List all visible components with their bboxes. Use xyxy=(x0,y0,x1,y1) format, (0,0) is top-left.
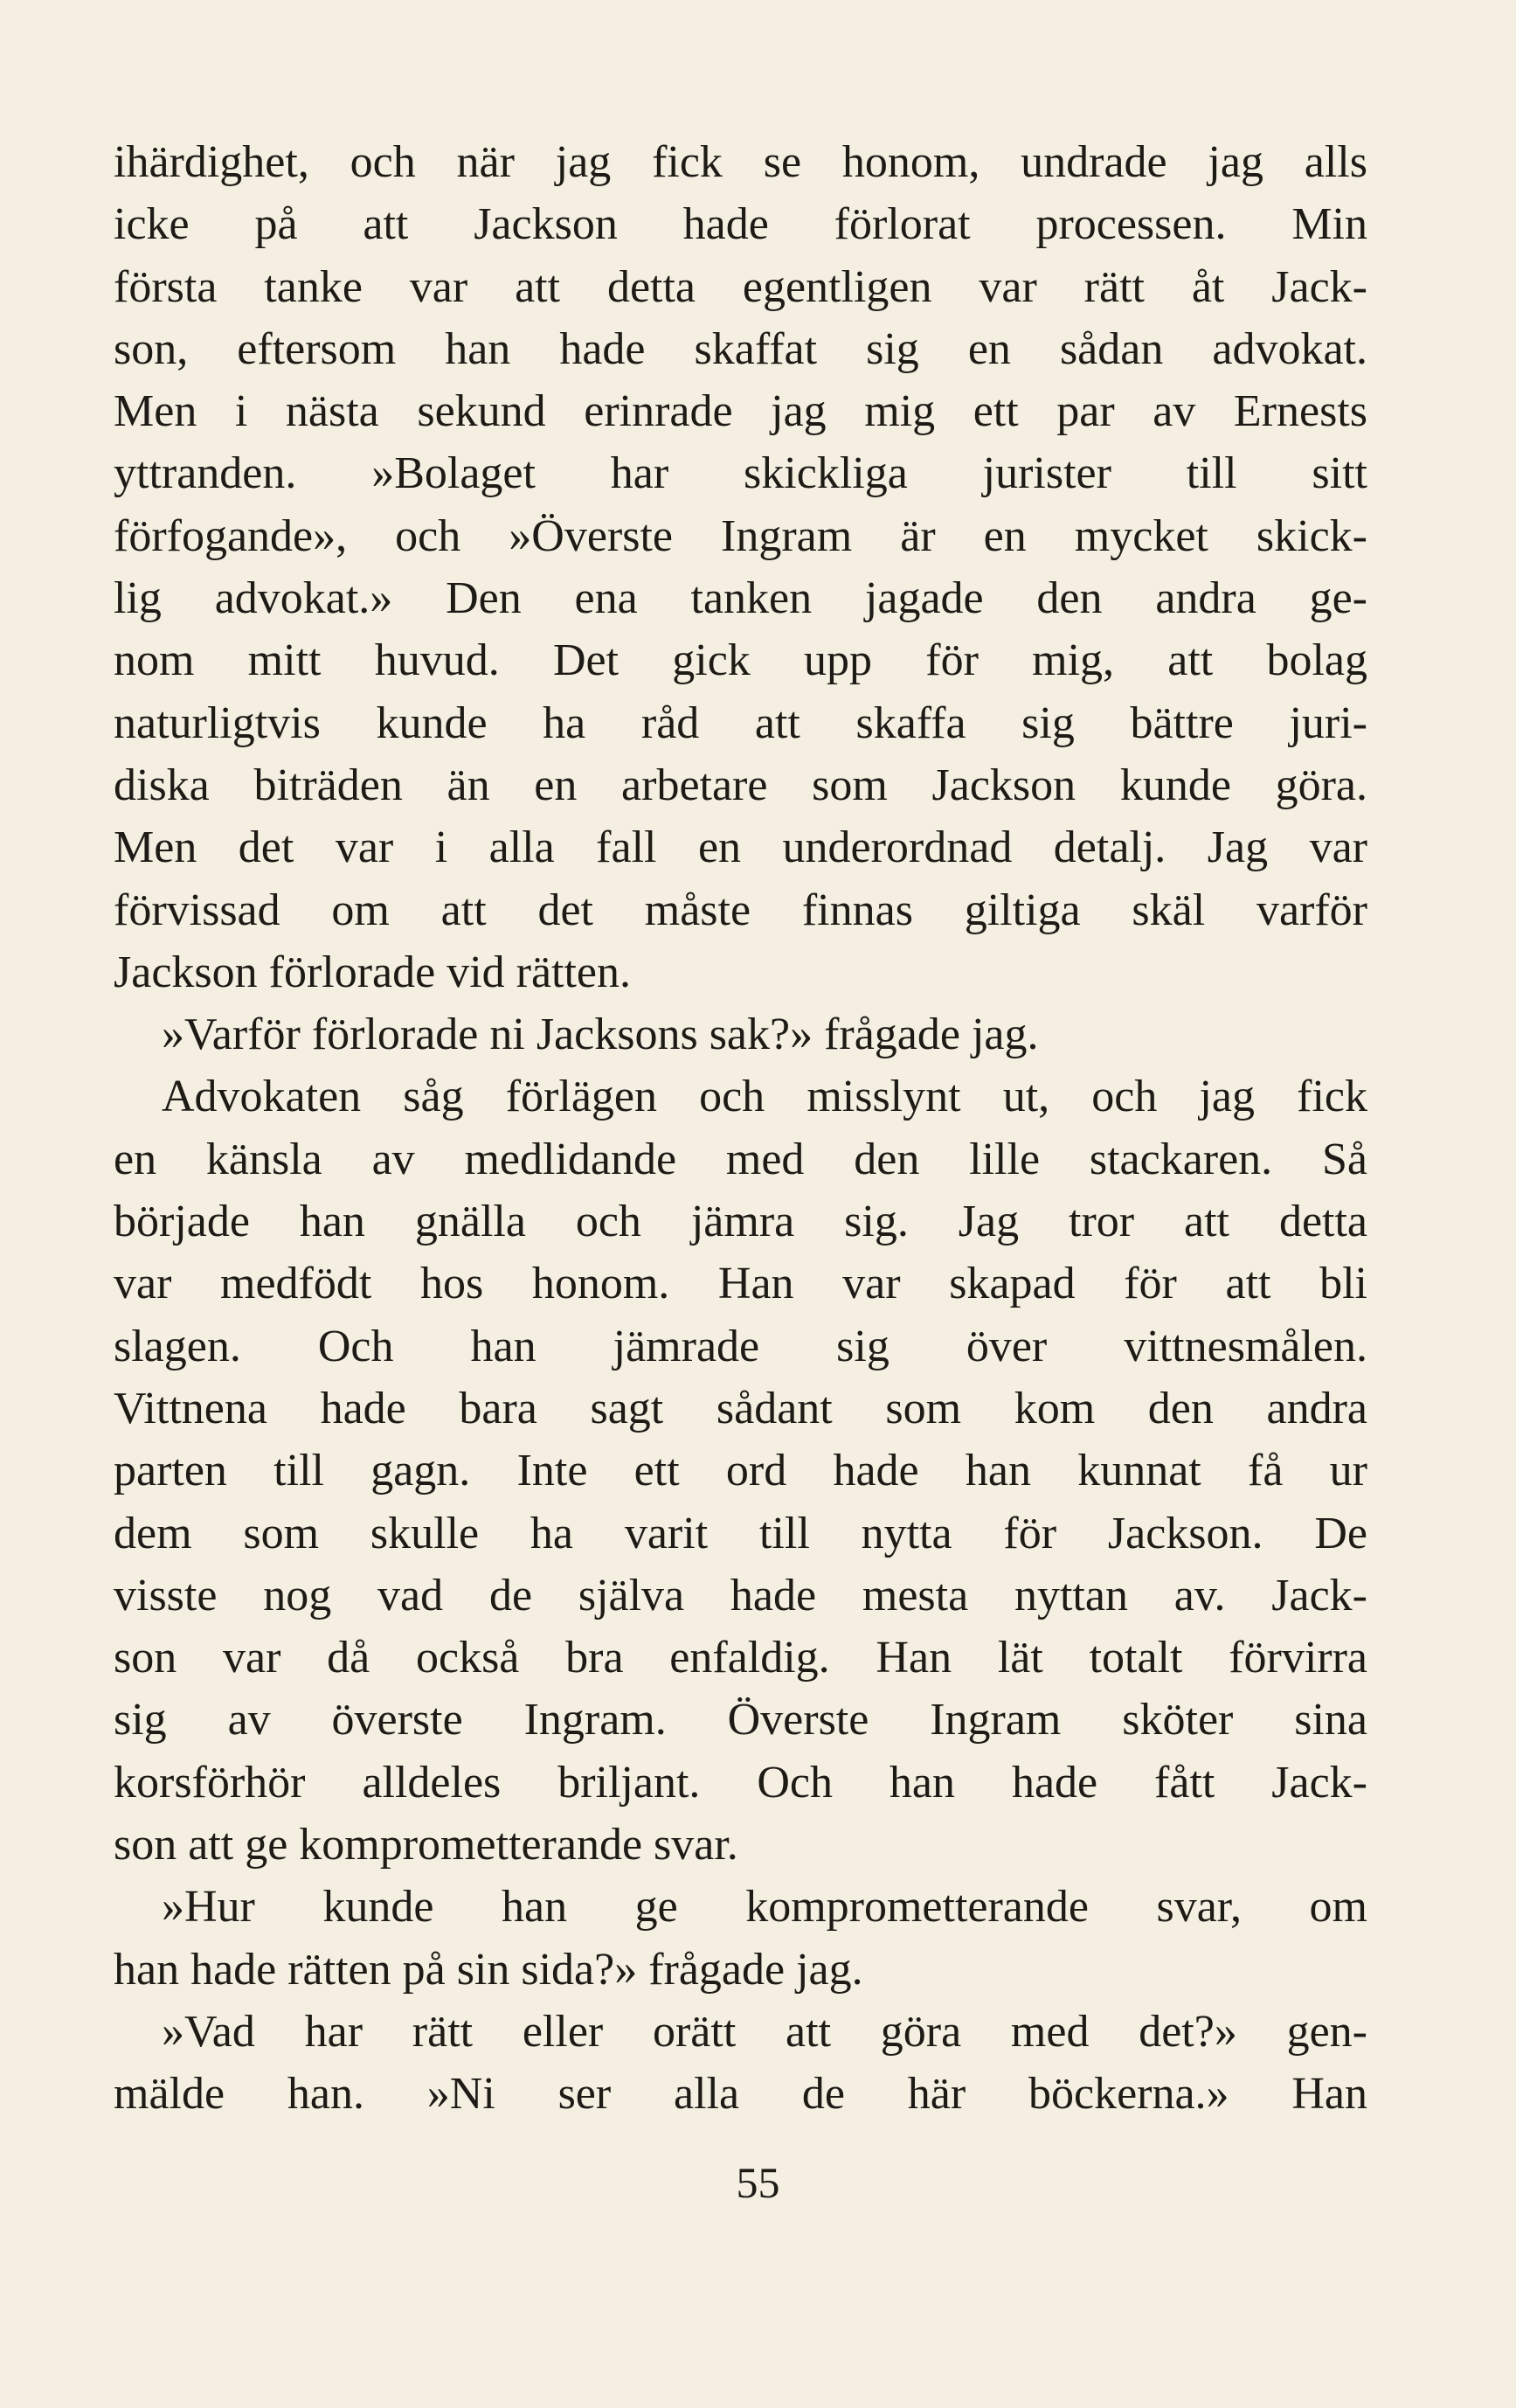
text-line: Men i nästa sekund erinrade jag mig ett par av Ernests xyxy=(114,386,1367,437)
text-line: började han gnälla och jämra sig. Jag tror att detta xyxy=(114,1197,1367,1247)
text-line: korsförhör alldeles briljant. Och han hade fått Jack- xyxy=(114,1757,1367,1808)
text-line: »Hur kunde han ge komprometterande svar, om xyxy=(162,1882,1367,1933)
text-line: Men det var i alla fall en underordnad detalj. Jag var xyxy=(114,822,1367,873)
text-line: förvissad om att det måste finnas giltiga skäl varför xyxy=(114,885,1367,935)
text-line: son var då också bra enfaldig. Han lät totalt förvirra xyxy=(114,1633,1367,1683)
text-line: Advokaten såg förlägen och misslynt ut, och jag fick xyxy=(162,1072,1367,1122)
text-line: naturligtvis kunde ha råd att skaffa sig bättre juri- xyxy=(114,697,1367,748)
text-line: yttranden. »Bolaget har skickliga jurister till sitt xyxy=(114,448,1367,499)
text-line: förfogande», och »Överste Ingram är en mycket skick- xyxy=(114,510,1367,561)
text-line: slagen. Och han jämrade sig över vittnesmålen. xyxy=(114,1321,1367,1371)
text-line: parten till gagn. Inte ett ord hade han kunnat få ur xyxy=(114,1446,1367,1496)
text-line: visste nog vad de själva hade mesta nyttan av. Jack- xyxy=(114,1570,1367,1620)
page-number: 55 xyxy=(736,2158,780,2207)
text-line: son, eftersom han hade skaffat sig en sådan advokat. xyxy=(114,323,1367,374)
text-line: han hade rätten på sin sida?» frågade jag. xyxy=(114,1944,863,1995)
text-line: lig advokat.» Den ena tanken jagade den andra ge- xyxy=(114,573,1367,624)
text-line: son att ge komprometterande svar. xyxy=(114,1820,738,1870)
text-line: sig av överste Ingram. Överste Ingram sköter sina xyxy=(114,1695,1367,1745)
text-line: ihärdighet, och när jag fick se honom, undrade jag alls xyxy=(114,137,1367,187)
text-line: diska biträden än en arbetare som Jackson kunde göra. xyxy=(114,760,1367,810)
body-text xyxy=(114,131,1367,2126)
text-line: »Varför förlorade ni Jacksons sak?» frågade jag. xyxy=(162,1010,1039,1060)
text-line: dem som skulle ha varit till nytta för Jackson. De xyxy=(114,1508,1367,1558)
text-line: icke på att Jackson hade förlorat processen. Min xyxy=(114,199,1367,250)
text-line: en känsla av medlidande med den lille stackaren. Så xyxy=(114,1134,1367,1184)
text-line: Jackson förlorade vid rätten. xyxy=(114,947,632,997)
text-line: mälde han. »Ni ser alla de här böckerna.» Han xyxy=(114,2069,1367,2120)
text-line: »Vad har rätt eller orätt att göra med det?» gen- xyxy=(162,2006,1367,2057)
text-line: första tanke var att detta egentligen var rätt åt Jack- xyxy=(114,261,1367,312)
text-line: nom mitt huvud. Det gick upp för mig, att bolag xyxy=(114,635,1367,686)
text-line: Vittnena hade bara sagt sådant som kom den andra xyxy=(114,1383,1367,1433)
text-line: var medfödt hos honom. Han var skapad för att bli xyxy=(114,1259,1367,1309)
